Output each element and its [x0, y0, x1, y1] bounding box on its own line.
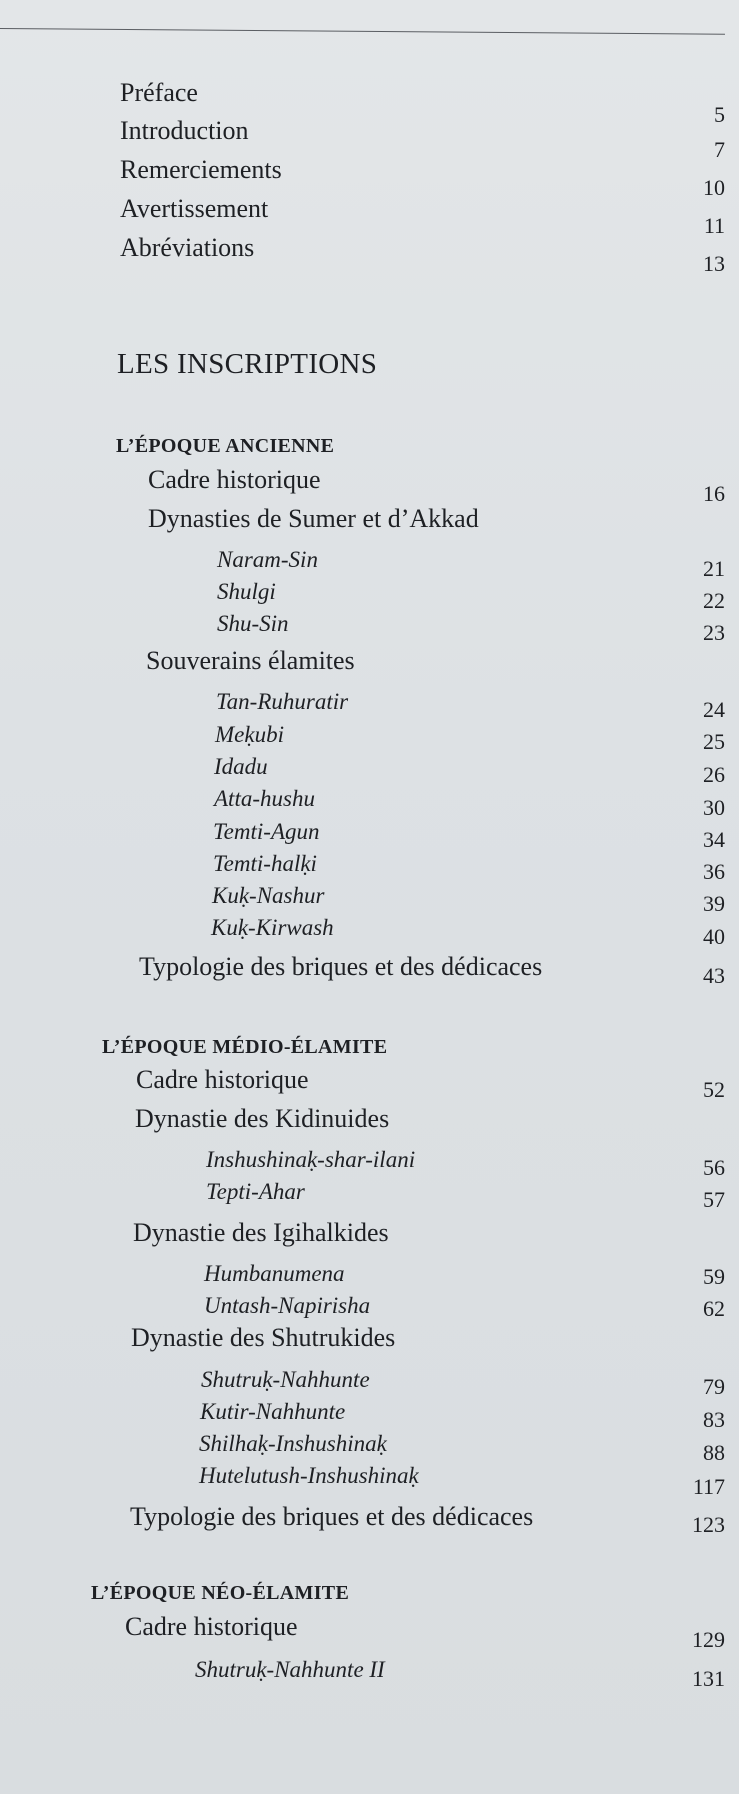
- top-rule: [0, 28, 725, 35]
- toc-subentry-title: Shu-Sin: [217, 611, 289, 636]
- toc-entry-page: 11: [703, 213, 725, 238]
- toc-entry-page: 79: [703, 1374, 725, 1399]
- section-heading: L’ÉPOQUE ANCIENNE: [116, 435, 335, 457]
- toc-subentry-title: Shilhaḳ-Inshushinaḳ: [199, 1431, 387, 1456]
- toc-entry-title: Cadre historique: [148, 465, 321, 494]
- toc-entry-page: 131: [692, 1666, 725, 1691]
- toc-subentry-title: Humbanumena: [204, 1261, 345, 1286]
- toc-entry-page: 57: [703, 1187, 725, 1212]
- toc-entry-page: 25: [703, 729, 725, 754]
- toc-entry-title: Cadre historique: [136, 1065, 309, 1094]
- toc-entry-title: Cadre historique: [125, 1612, 298, 1641]
- toc-entry-title: Dynasties de Sumer et d’Akkad: [148, 504, 479, 533]
- toc-entry-page: 43: [703, 963, 725, 988]
- toc-entry-page: 123: [692, 1512, 725, 1537]
- toc-subentry-title: Kuḳ-Kirwash: [211, 915, 334, 940]
- toc-subentry-title: Idadu: [214, 754, 268, 779]
- toc-entry-page: 30: [703, 795, 725, 820]
- toc-entry-page: 117: [692, 1474, 725, 1499]
- toc-entry-page: 129: [692, 1627, 725, 1652]
- toc-entry-page: 21: [703, 556, 725, 581]
- toc-subentry-title: Tepti-Ahar: [206, 1179, 305, 1204]
- toc-entry-title: Introduction: [120, 116, 249, 145]
- toc-entry-title: Remerciements: [120, 155, 282, 184]
- toc-entry-page: 23: [703, 620, 725, 645]
- toc-subentry-title: Tan-Ruhuratir: [216, 689, 349, 714]
- toc-entry-title: Souverains élamites: [146, 646, 355, 675]
- toc-entry-page: 52: [703, 1077, 725, 1102]
- toc-entry-page: 16: [703, 481, 725, 506]
- toc-subentry-title: Untash-Napirisha: [204, 1293, 371, 1318]
- toc-entry-page: 88: [703, 1440, 725, 1465]
- toc-entry-page: 10: [703, 175, 725, 200]
- toc-entry-page: 5: [714, 102, 725, 127]
- section-heading: L’ÉPOQUE MÉDIO-ÉLAMITE: [102, 1036, 388, 1058]
- toc-subentry-title: Naram-Sin: [217, 547, 318, 572]
- toc-entry-title: Abréviations: [120, 233, 255, 262]
- toc-entry-page: 83: [703, 1407, 725, 1432]
- toc-entry-title: Préface: [120, 78, 198, 107]
- toc-subentry-title: Atta-hushu: [214, 786, 315, 811]
- toc-subentry-title: Kutir-Nahhunte: [200, 1399, 346, 1424]
- toc-subentry-title: Temti-Agun: [213, 819, 320, 844]
- toc-entry-page: 62: [703, 1296, 725, 1321]
- toc-entry-title: Avertissement: [120, 194, 269, 223]
- toc-subentry-title: Inshushinaḳ-shar-ilani: [206, 1147, 416, 1172]
- toc-entry-title: Dynastie des Kidinuides: [135, 1104, 390, 1133]
- toc-entry-page: 13: [703, 251, 725, 276]
- toc-entry-title: Dynastie des Shutrukides: [131, 1323, 396, 1352]
- toc-entry-page: 34: [703, 827, 725, 852]
- toc-entry-page: 26: [703, 762, 725, 787]
- toc-entry-title: Typologie des briques et des dédicaces: [139, 952, 543, 981]
- toc-subentry-title: Kuḳ-Nashur: [212, 883, 325, 908]
- toc-entry-page: 39: [703, 891, 725, 916]
- toc-entry-page: 36: [703, 859, 725, 884]
- toc-entry-page: 24: [703, 697, 725, 722]
- toc-subentry-title: Shutruḳ-Nahhunte II: [195, 1657, 385, 1682]
- toc-entry-title: Dynastie des Igihalkides: [133, 1218, 389, 1247]
- toc-entry-page: 22: [703, 588, 725, 613]
- toc-subentry-title: Temti-halḳi: [213, 851, 317, 876]
- toc-entry-page: 7: [714, 137, 725, 162]
- toc-subentry-title: Hutelutush-Inshushinaḳ: [199, 1463, 419, 1488]
- toc-entry-page: 59: [703, 1264, 725, 1289]
- toc-subentry-title: Shulgi: [217, 579, 276, 604]
- toc-entry-page: 40: [703, 924, 725, 949]
- toc-subentry-title: Meḳubi: [215, 722, 284, 747]
- toc-entry-title: Typologie des briques et des dédicaces: [130, 1502, 534, 1531]
- toc-subentry-title: Shutruḳ-Nahhunte: [201, 1367, 370, 1392]
- section-heading: L’ÉPOQUE NÉO-ÉLAMITE: [91, 1582, 350, 1604]
- part-title: LES INSCRIPTIONS: [117, 348, 378, 380]
- toc-entry-page: 56: [703, 1155, 725, 1180]
